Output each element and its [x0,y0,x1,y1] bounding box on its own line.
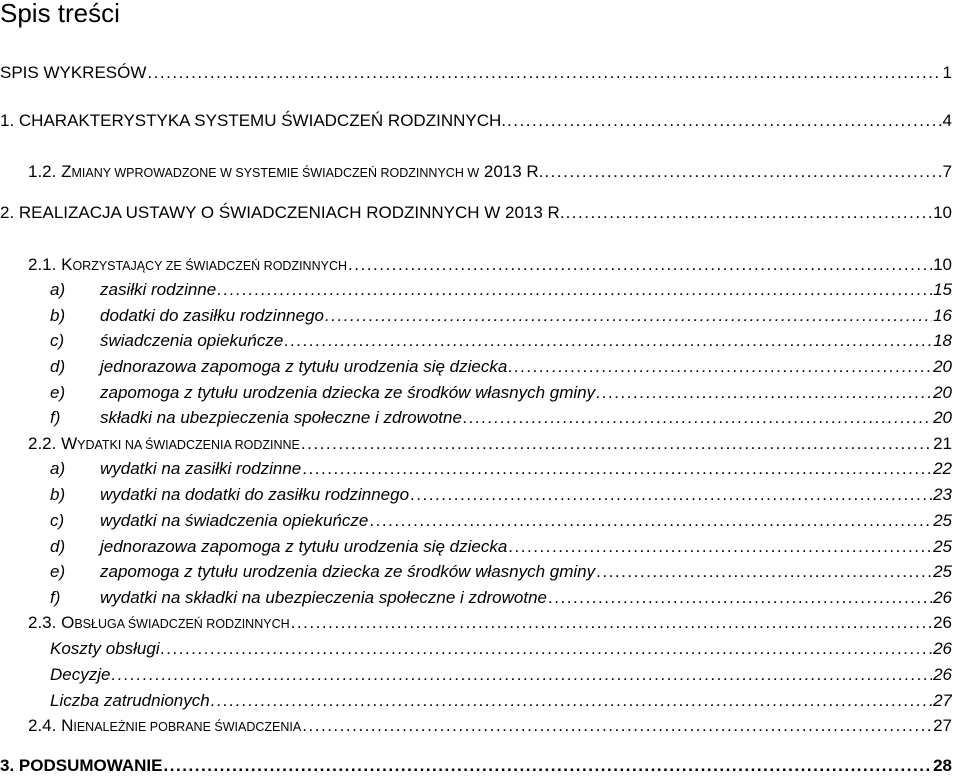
toc-entry-label [50,380,595,406]
section-number: 2.1. [28,255,57,274]
toc-page-number: 25 [933,562,952,581]
section-rest: ORZYSTAJĄCY ZE ŚWIADCZEŃ RODZINNYCH [72,259,347,273]
toc-entry-2-1-c[interactable] [50,328,952,354]
toc-entry-2-2-b[interactable] [50,482,952,508]
toc-entry-section-1-2[interactable] [28,159,952,185]
section-rest: YDATKI NA ŚWIADCZENIA RODZINNE [77,438,300,452]
toc-page-number: 26 [933,665,952,684]
dot-leader [291,610,932,636]
toc-page-number: 25 [933,537,952,556]
toc-entry-2-2-f[interactable] [50,585,952,611]
item-text: składki na ubezpieczenia społeczne i zdrowotne [100,408,462,427]
section-initial: Z [61,162,72,181]
toc-entry-label: 3. PODSUMOWANIE [0,756,163,775]
toc-page-number: 20 [933,383,952,402]
dot-leader [507,108,942,134]
item-letter: f) [50,588,61,607]
section-number: 2.3. [28,613,57,632]
section-number: 2.4. [28,716,57,735]
toc-entry-section-2-1[interactable] [28,252,952,278]
toc-entry-label [50,277,216,303]
toc-entry-2-1-f[interactable] [50,405,952,431]
toc-entry-2-2-e[interactable] [50,559,952,585]
section-initial: W [61,434,78,453]
toc-entry-section-2-2[interactable] [28,431,952,457]
toc-page-number: 7 [942,162,952,181]
item-letter: f) [50,408,61,427]
section-tail: 2013 R. [479,162,544,181]
toc-entry-label: SPIS WYKRESÓW [0,63,147,82]
toc-entry-label: Liczba zatrudnionych [50,691,210,710]
toc-entry-2-1-d[interactable] [50,354,952,380]
item-letter: b) [50,485,66,504]
dot-leader [596,559,932,585]
section-number: 2.2. [28,434,57,453]
toc-entry-chapter-2[interactable] [0,200,952,226]
toc-entry-label [50,508,368,534]
toc-entry-label [50,559,595,585]
toc-entry-label [50,303,324,329]
toc-entry-label: Koszty obsługi [50,639,160,658]
item-letter: e) [50,383,66,402]
section-initial: N [61,716,74,735]
toc-entry-chapter-3[interactable] [0,753,952,779]
toc-page-number: 10 [933,255,952,274]
toc-entry-label [28,713,301,739]
toc-page-number: 20 [933,357,952,376]
item-letter: c) [50,511,65,530]
item-letter: c) [50,331,65,350]
toc-page-number: 1 [942,63,952,82]
section-initial: K [61,255,73,274]
toc-entry-chapter-1[interactable] [0,108,952,134]
item-text: jednorazowa zapomoga z tytułu urodzenia się dziecka [100,357,508,376]
toc-entry-label [28,159,543,185]
item-letter: d) [50,537,66,556]
toc-entry-2-1-a[interactable] [50,277,952,303]
item-text: zapomoga z tytułu urodzenia dziecka ze środków własnych gminy [100,562,596,581]
toc-entry-section-2-4[interactable] [28,713,952,739]
toc-page-number: 15 [933,280,952,299]
dot-leader [508,534,932,560]
toc-entry-label [50,405,462,431]
item-letter: a) [50,459,66,478]
toc-entry-koszty-obslugi[interactable] [50,636,952,662]
dot-leader [111,662,932,688]
toc-entry-2-1-e[interactable] [50,380,952,406]
dot-leader [325,303,932,329]
toc-entry-label: 2. REALIZACJA USTAWY O ŚWIADCZENIACH RODZINNYCH W 2013 R. [0,203,565,222]
item-letter: b) [50,306,66,325]
toc-page-number: 26 [933,613,952,632]
item-text: jednorazowa zapomoga z tytułu urodzenia się dziecka [100,537,508,556]
toc-entry-label [50,354,507,380]
toc-entry-label [50,328,283,354]
item-letter: e) [50,562,66,581]
section-rest: BSŁUGA ŚWIADCZEŃ RODZINNYCH [74,617,290,631]
item-text: wydatki na składki na ubezpieczenia społeczne i zdrowotne [100,588,547,607]
toc-page-number: 10 [933,203,952,222]
toc-page-number: 27 [933,691,952,710]
section-rest: MIANY WPROWADZONE W SYSTEMIE ŚWIADCZEŃ RODZINNYCH W [71,166,480,180]
toc-entry-label [50,585,547,611]
dot-leader [463,405,932,431]
toc-entry-2-2-a[interactable] [50,456,952,482]
item-text: zasiłki rodzinne [100,280,217,299]
toc-entry-label: 1. CHARAKTERYSTYKA SYSTEMU ŚWIADCZEŃ RODZINNYCH. [0,111,506,130]
toc-entry-label [50,534,507,560]
dot-leader [302,713,932,739]
dot-leader [147,60,941,86]
toc-entry-label: Decyzje [50,665,111,684]
dot-leader [348,252,932,278]
toc-page-number: 18 [933,331,952,350]
toc-page-number: 16 [933,306,952,325]
toc-entry-2-2-d[interactable] [50,534,952,560]
dot-leader [508,354,932,380]
toc-page-number: 28 [933,756,952,775]
toc-page-number: 26 [933,588,952,607]
toc-entry-label [28,431,300,457]
toc-entry-spis-wykresow[interactable] [0,60,952,86]
toc-page-number: 21 [933,434,952,453]
dot-leader [566,200,933,226]
section-rest: IENALEŻNIE POBRANE ŚWIADCZENIA [73,720,302,734]
dot-leader [284,328,932,354]
dot-leader [544,159,941,185]
dot-leader [211,688,932,714]
toc-page-number: 27 [933,716,952,735]
dot-leader [301,431,932,457]
dot-leader [302,456,932,482]
item-text: świadczenia opiekuńcze [100,331,284,350]
item-letter: a) [50,280,66,299]
toc-entry-liczba-zatrudnionych[interactable] [50,688,952,714]
toc-page-number: 25 [933,511,952,530]
toc-page-number: 4 [942,111,952,130]
toc-entry-label [28,610,290,636]
dot-leader [410,482,932,508]
dot-leader [596,380,932,406]
section-initial: O [61,613,75,632]
toc-page-number: 23 [933,485,952,504]
toc-entry-2-2-c[interactable] [50,508,952,534]
item-letter: d) [50,357,66,376]
toc-entry-section-2-3[interactable] [28,610,952,636]
toc-entry-2-1-b[interactable] [50,303,952,329]
item-text: wydatki na zasiłki rodzinne [100,459,302,478]
toc-page-number: 20 [933,408,952,427]
dot-leader [217,277,932,303]
toc-title: Spis treści [0,0,120,28]
toc-entry-label [28,252,347,278]
toc-page-number: 26 [933,639,952,658]
section-number: 1.2. [28,162,57,181]
item-text: dodatki do zasiłku rodzinnego [100,306,324,325]
dot-leader [548,585,932,611]
dot-leader [163,753,932,779]
dot-leader [369,508,932,534]
dot-leader [161,636,932,662]
item-text: wydatki na świadczenia opiekuńcze [100,511,369,530]
toc-entry-label [50,456,301,482]
toc-page-number: 22 [933,459,952,478]
toc-entry-label [50,482,409,508]
toc-entry-decyzje[interactable] [50,662,952,688]
item-text: wydatki na dodatki do zasiłku rodzinnego [100,485,410,504]
item-text: zapomoga z tytułu urodzenia dziecka ze środków własnych gminy [100,383,596,402]
